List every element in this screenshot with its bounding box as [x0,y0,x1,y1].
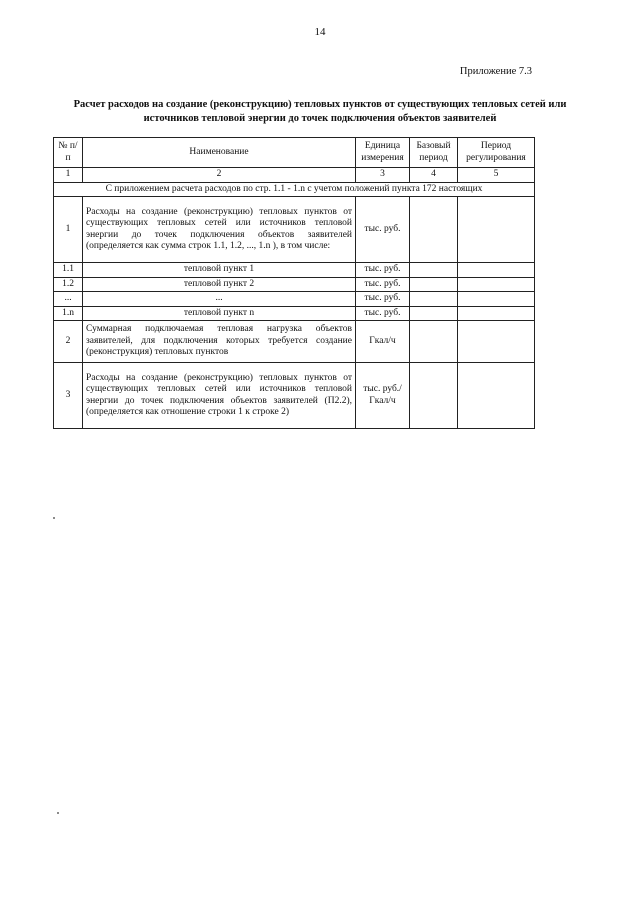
cost-table [53,137,535,429]
row-name: тепловой пункт 2 [83,277,356,292]
header-number: 5 [458,168,535,183]
table-row [54,306,535,321]
row-unit: тыс. руб. [356,292,410,307]
header-number: 3 [356,168,410,183]
header-number: 2 [83,168,356,183]
row-name: ... [83,292,356,307]
scan-speck [57,812,59,814]
scan-speck [53,517,55,519]
row-unit: тыс. руб. [356,306,410,321]
row-name: Суммарная подключаемая тепловая нагрузка объектов заявителей, для подключения которых требуется создание (реконструкция) тепловых пунктов [83,321,356,363]
row-num: 3 [54,363,83,429]
table-row [54,263,535,278]
table-note: С приложением расчета расходов по стр. 1.1 - 1.n с учетом положений пункта 172 настоящих [54,182,535,197]
row-reg-value [458,277,535,292]
row-name: тепловой пункт n [83,306,356,321]
row-base-value [410,306,458,321]
row-reg-value [458,363,535,429]
row-reg-value [458,292,535,307]
row-name: Расходы на создание (реконструкцию) тепловых пунктов от существующих тепловых сетей или источников тепловой энергии до точек подключения объектов заявителей (П2.2), (определяется как отношение строки 1 к строке 2) [83,363,356,429]
header-base-period: Базовый период [410,138,458,168]
table-row [54,292,535,307]
table-row [54,277,535,292]
table-row [54,363,535,429]
page-number: 14 [314,26,326,38]
row-unit: тыс. руб. [356,197,410,263]
row-name: тепловой пункт 1 [83,263,356,278]
row-num: 1.2 [54,277,83,292]
table-header-row [54,138,535,168]
row-unit: Гкал/ч [356,321,410,363]
header-regulation-period: Период регулирования [458,138,535,168]
row-base-value [410,363,458,429]
appendix-label: Приложение 7.3 [459,66,532,77]
row-reg-value [458,306,535,321]
row-num: 1 [54,197,83,263]
row-reg-value [458,263,535,278]
row-base-value [410,321,458,363]
row-num: ... [54,292,83,307]
header-unit: Единица измерения [356,138,410,168]
row-reg-value [458,197,535,263]
title-line-2: источников тепловой энергии до точек подключения объектов заявителей [143,113,497,124]
header-num: № п/п [54,138,83,168]
table-row [54,197,535,263]
document-title [40,98,600,126]
table-row [54,321,535,363]
row-num: 1.1 [54,263,83,278]
row-unit: тыс. руб. [356,277,410,292]
row-unit: тыс. руб. [356,263,410,278]
header-number: 4 [410,168,458,183]
row-base-value [410,292,458,307]
row-base-value [410,277,458,292]
row-base-value [410,263,458,278]
row-unit: тыс. руб./ Гкал/ч [356,363,410,429]
row-base-value [410,197,458,263]
row-num: 2 [54,321,83,363]
header-number: 1 [54,168,83,183]
row-name: Расходы на создание (реконструкцию) тепловых пунктов от существующих тепловых сетей или источников тепловой энергии до точек подключения объектов заявителей (определяется как сумма строк 1.1, 1.2, ..., 1.n ), в том числе: [83,197,356,263]
row-reg-value [458,321,535,363]
header-name: Наименование [83,138,356,168]
row-num: 1.n [54,306,83,321]
table-note-row [54,182,535,197]
title-line-1: Расчет расходов на создание (реконструкцию) тепловых пунктов от существующих тепловых сетей или [73,99,567,110]
table-header-numbers-row [54,168,535,183]
